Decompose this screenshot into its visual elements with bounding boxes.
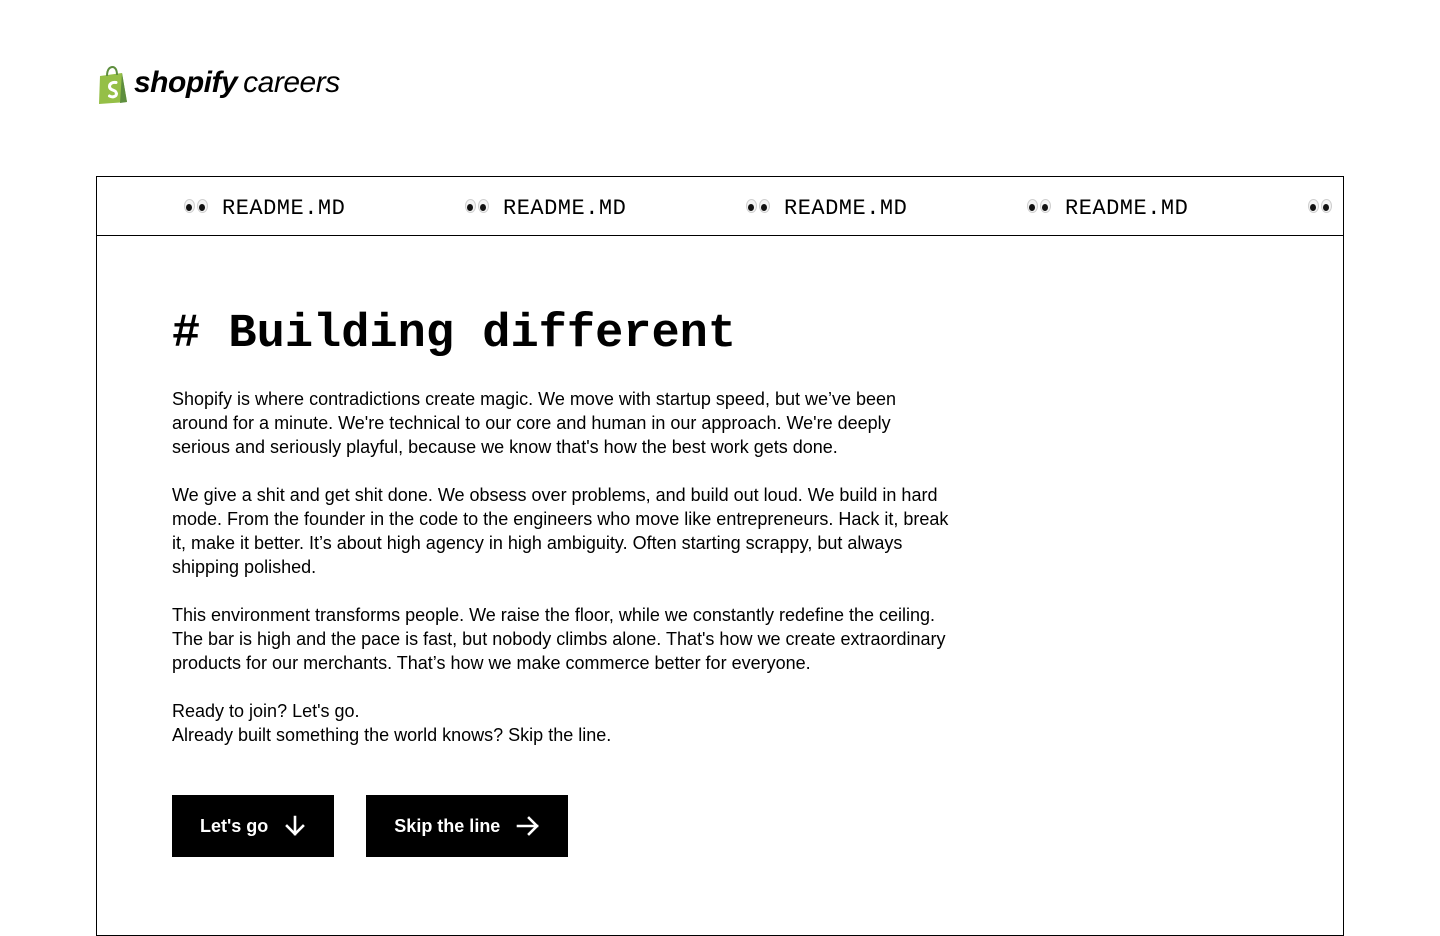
shopify-bag-icon[interactable] [96,65,130,105]
readme-content [172,308,952,857]
marquee-label: README.MD [1065,195,1189,221]
cta-buttons [172,795,952,857]
eyes-emoji-icon [184,199,208,213]
eyes-emoji-icon [465,199,489,213]
eyes-emoji-icon [1027,199,1051,213]
intro-paragraph: Shopify is where contradictions create magic. We move with startup speed, but we’ve been around for a minute. We're technical to our core and human in our approach. We're deeply serious and seriously playful, because we know that's how the best work gets done. [172,389,897,457]
eyes-emoji-icon [746,199,770,213]
cta-line-1: Ready to join? Let's go. [172,701,360,721]
environment-paragraph: This environment transforms people. We raise the floor, while we constantly redefine the ceiling. The bar is high and the pace is fast, but nobody climbs alone. That's how we create extraordinary products for our merchants. That’s how we make commerce better for everyone. [172,605,946,673]
site-header [96,64,340,106]
marquee-label: README.MD [222,195,346,221]
marquee-item [1308,199,1343,213]
lets-go-label: Let's go [200,815,269,836]
readme-frame [96,176,1344,936]
skip-the-line-label: Skip the line [394,815,501,836]
logo-secondary-text: careers [243,66,340,99]
marquee-track [184,177,1343,235]
cta-text [172,699,952,747]
marquee-item [1027,194,1308,219]
marquee-label: README.MD [784,195,908,221]
logo-primary-text: shopify [134,66,238,99]
marquee-item [746,194,1027,219]
marquee-item [465,194,746,219]
readme-marquee [97,177,1343,236]
skip-the-line-button[interactable] [366,795,568,857]
shopify-careers-logo[interactable] [134,66,340,100]
arrow-down-icon [284,815,306,837]
cta-line-2: Already built something the world knows? Skip the line. [172,725,612,745]
marquee-item [184,194,465,219]
culture-paragraph: We give a shit and get shit done. We obsess over problems, and build out loud. We build in hard mode. From the founder in the code to the engineers who move like entrepreneurs. Hack it, break it, make it better. It’s about high agency in high ambiguity. Often starting scrappy, but always shipping polished. [172,485,949,577]
page-title: # Building different [172,308,737,361]
arrow-right-icon [516,815,540,837]
marquee-label: README.MD [503,195,627,221]
lets-go-button[interactable] [172,795,334,857]
eyes-emoji-icon [1308,199,1332,213]
